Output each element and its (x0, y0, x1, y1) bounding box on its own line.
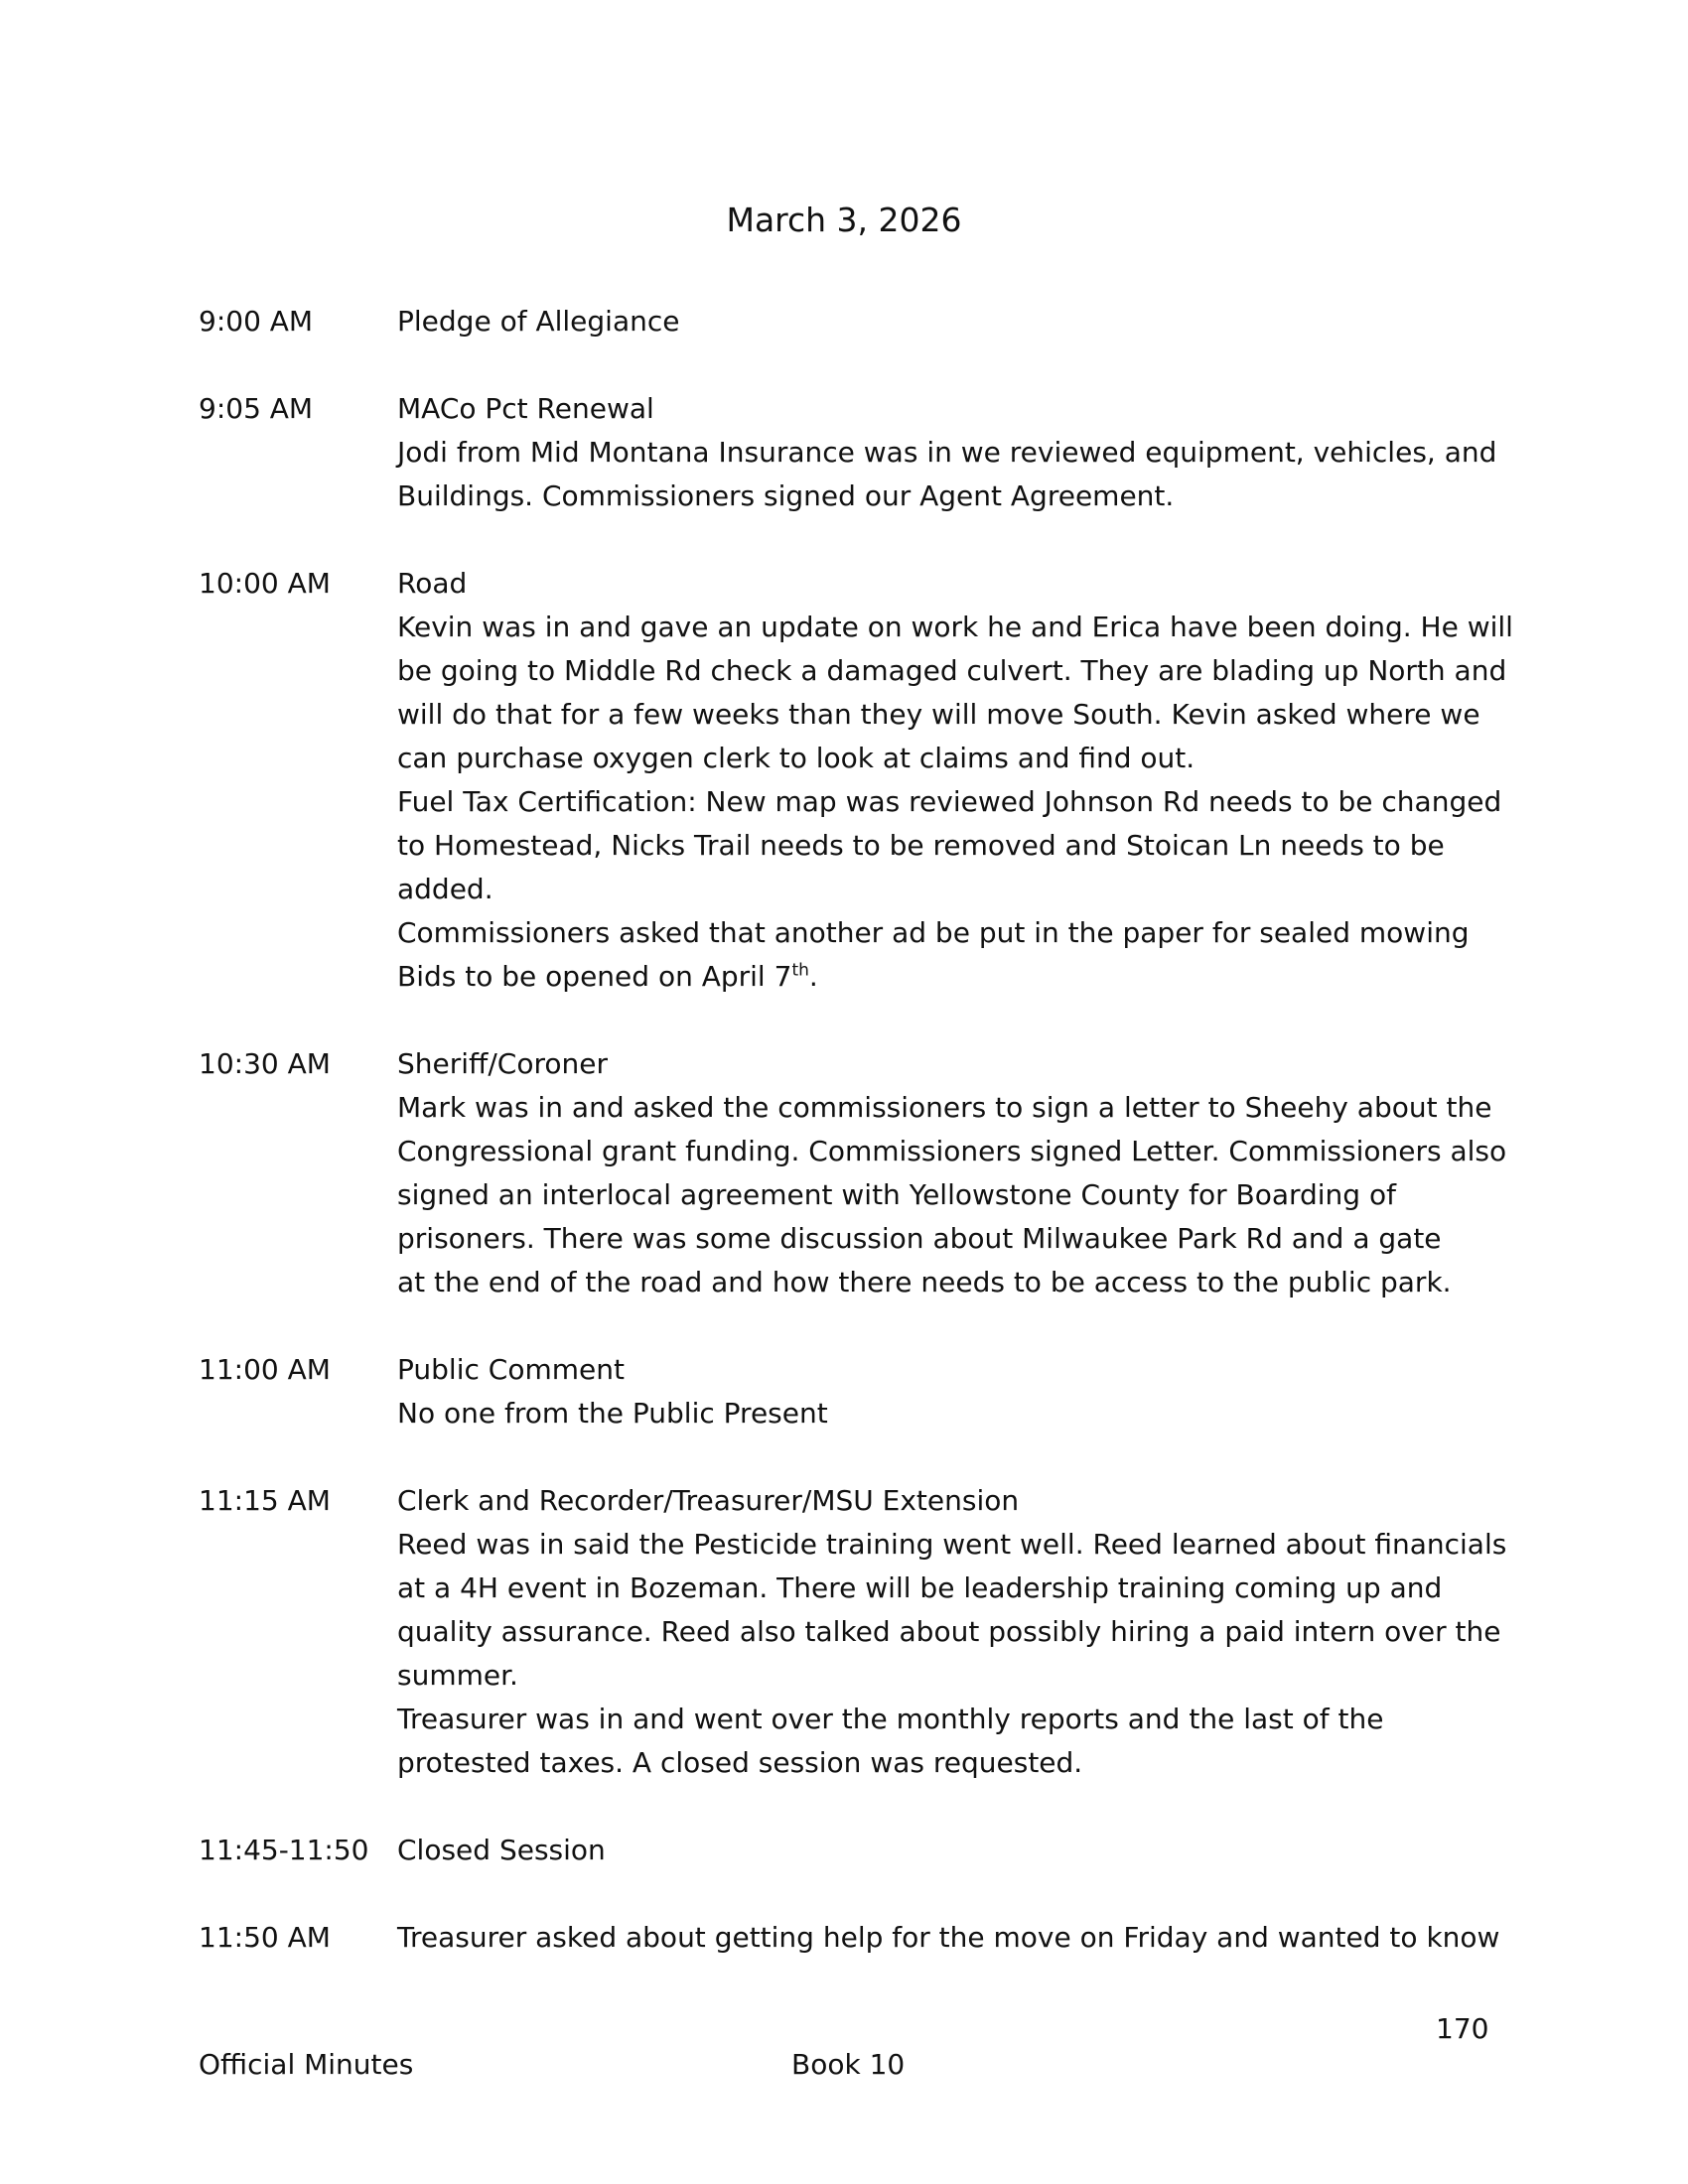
entry-body (397, 562, 1513, 999)
bids-text: Bids to be opened on April 7 (397, 960, 792, 993)
entry-body (397, 1916, 1509, 1960)
entry-maco-renewal (199, 387, 1509, 518)
entry-clerk-treasurer-extension (199, 1479, 1509, 1785)
entry-road (199, 562, 1513, 999)
entry-text-line: prisoners. There was some discussion about Milwaukee Park Rd and a gate (397, 1222, 1442, 1255)
entry-text-line: Treasurer was in and went over the monthly reports and the last of the (397, 1703, 1384, 1735)
entry-text-line: be going to Middle Rd check a damaged culvert. They are blading up North and (397, 654, 1507, 687)
entry-time: 10:30 AM (199, 1047, 331, 1080)
minutes-entries (199, 300, 1513, 2003)
footer-official-minutes: Official Minutes (199, 2048, 414, 2081)
entry-text-line: Mark was in and asked the commissioners to sign a letter to Sheehy about the (397, 1091, 1492, 1124)
entry-text-line: Buildings. Commissioners signed our Agent Agreement. (397, 479, 1175, 512)
footer-book-number: Book 10 (791, 2048, 906, 2081)
entry-text-line: Fuel Tax Certification: New map was reviewed Johnson Rd needs to be changed (397, 785, 1502, 818)
ordinal-suffix: th (791, 960, 809, 981)
entry-time: 11:00 AM (199, 1353, 331, 1386)
entry-time: 11:45-11:50 (199, 1834, 369, 1866)
entry-text-line: Treasurer asked about getting help for the move on Friday and wanted to know (397, 1921, 1500, 1954)
entry-time: 9:00 AM (199, 305, 314, 338)
entry-heading: Closed Session (397, 1834, 606, 1866)
entry-pledge (199, 300, 1509, 343)
entry-time: 11:50 AM (199, 1921, 331, 1954)
entry-text-line-bids (397, 955, 1509, 999)
entry-text-line: can purchase oxygen clerk to look at claims and find out. (397, 742, 1196, 774)
entry-closed-session (199, 1829, 1509, 1872)
entry-text-line: summer. (397, 1659, 518, 1692)
entry-text-line: will do that for a few weeks than they will move South. Kevin asked where we (397, 698, 1480, 731)
entry-heading: Clerk and Recorder/Treasurer/MSU Extension (397, 1484, 1020, 1517)
entry-heading: Sheriff/Coroner (397, 1047, 608, 1080)
entry-time: 9:05 AM (199, 392, 314, 425)
entry-text-line: added. (397, 873, 493, 905)
entry-sheriff-coroner (199, 1042, 1509, 1304)
entry-heading: Public Comment (397, 1353, 625, 1386)
entry-body (397, 387, 1509, 518)
entry-treasurer-move (199, 1916, 1509, 1960)
entry-text-line: Jodi from Mid Montana Insurance was in we reviewed equipment, vehicles, and (397, 436, 1497, 469)
entry-text-line: Reed was in said the Pesticide training went well. Reed learned about financials (397, 1528, 1507, 1561)
entry-body (397, 1042, 1509, 1304)
page-title: March 3, 2026 (726, 201, 962, 239)
entry-text-line: No one from the Public Present (397, 1397, 828, 1430)
entry-text-line: Kevin was in and gave an update on work he and Erica have been doing. He will (397, 611, 1513, 643)
entry-text-line: quality assurance. Reed also talked about possibly hiring a paid intern over the (397, 1615, 1501, 1648)
entry-heading: Pledge of Allegiance (397, 305, 680, 338)
entry-body (397, 300, 1509, 343)
entry-text-line: at the end of the road and how there needs to be access to the public park. (397, 1266, 1452, 1298)
entry-time: 11:15 AM (199, 1484, 331, 1517)
entry-text-line: signed an interlocal agreement with Yellowstone County for Boarding of (397, 1178, 1396, 1211)
entry-text-line: to Homestead, Nicks Trail needs to be removed and Stoican Ln needs to be (397, 829, 1445, 862)
bids-period: . (808, 960, 818, 993)
entry-text-line: at a 4H event in Bozeman. There will be leadership training coming up and (397, 1571, 1443, 1604)
entry-body (397, 1829, 1509, 1872)
entry-body (397, 1479, 1509, 1785)
entry-text-line: Commissioners asked that another ad be put in the paper for sealed mowing (397, 916, 1470, 949)
page-number: 170 (1436, 2012, 1489, 2045)
entry-text-line: protested taxes. A closed session was requested. (397, 1746, 1083, 1779)
entry-heading: Road (397, 567, 468, 600)
entry-text-line: Congressional grant funding. Commissioners signed Letter. Commissioners also (397, 1135, 1507, 1167)
entry-time: 10:00 AM (199, 567, 331, 600)
entry-public-comment (199, 1348, 1509, 1435)
entry-heading: MACo Pct Renewal (397, 392, 654, 425)
entry-body (397, 1348, 1509, 1435)
